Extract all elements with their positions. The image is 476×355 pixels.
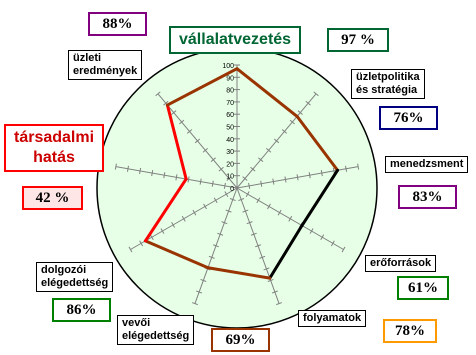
- percent-box-folyamatok: 78%: [383, 319, 437, 343]
- tick-label: 80: [226, 87, 234, 95]
- tick-label: 70: [226, 99, 234, 107]
- percent-box-tarsadalmi: 42 %: [22, 186, 83, 210]
- tick-label: 50: [226, 124, 234, 132]
- percent-box-dolgozoi: 86%: [52, 298, 111, 322]
- category-label-eroforrasok: erőforrások: [365, 255, 436, 272]
- percent-box-vevoi: 69%: [211, 328, 270, 352]
- category-label-folyamatok: folyamatok: [298, 310, 366, 327]
- category-label-tarsadalmi: társadalmi hatás: [4, 124, 104, 172]
- percent-box-uzleti: 88%: [88, 12, 147, 36]
- tick-label: 40: [226, 136, 234, 144]
- category-label-vevoi: vevői elégedettség: [117, 315, 194, 345]
- tick-label: 60: [226, 112, 234, 120]
- tick-label: 0: [230, 186, 234, 193]
- category-label-menedzsment: menedzsment: [385, 156, 468, 173]
- percent-box-eroforrasok: 61%: [397, 276, 449, 300]
- percent-box-uzletpolitika: 76%: [379, 106, 438, 130]
- tick-label: 30: [226, 149, 234, 157]
- percent-box-vallalatvezetes: 97 %: [327, 28, 389, 52]
- tick-label: 20: [226, 161, 234, 169]
- tick-label: 100: [222, 63, 234, 70]
- category-label-vallalatvezetes: vállalatvezetés: [169, 26, 301, 54]
- category-label-uzleti: üzleti eredmények: [68, 50, 142, 80]
- tick-label: 10: [226, 173, 234, 181]
- category-label-dolgozoi: dolgozói elégedettség: [36, 262, 113, 292]
- category-label-uzletpolitika: üzletpolitika és stratégia: [351, 69, 425, 99]
- percent-box-menedzsment: 83%: [398, 185, 457, 209]
- tick-label: 90: [226, 75, 234, 83]
